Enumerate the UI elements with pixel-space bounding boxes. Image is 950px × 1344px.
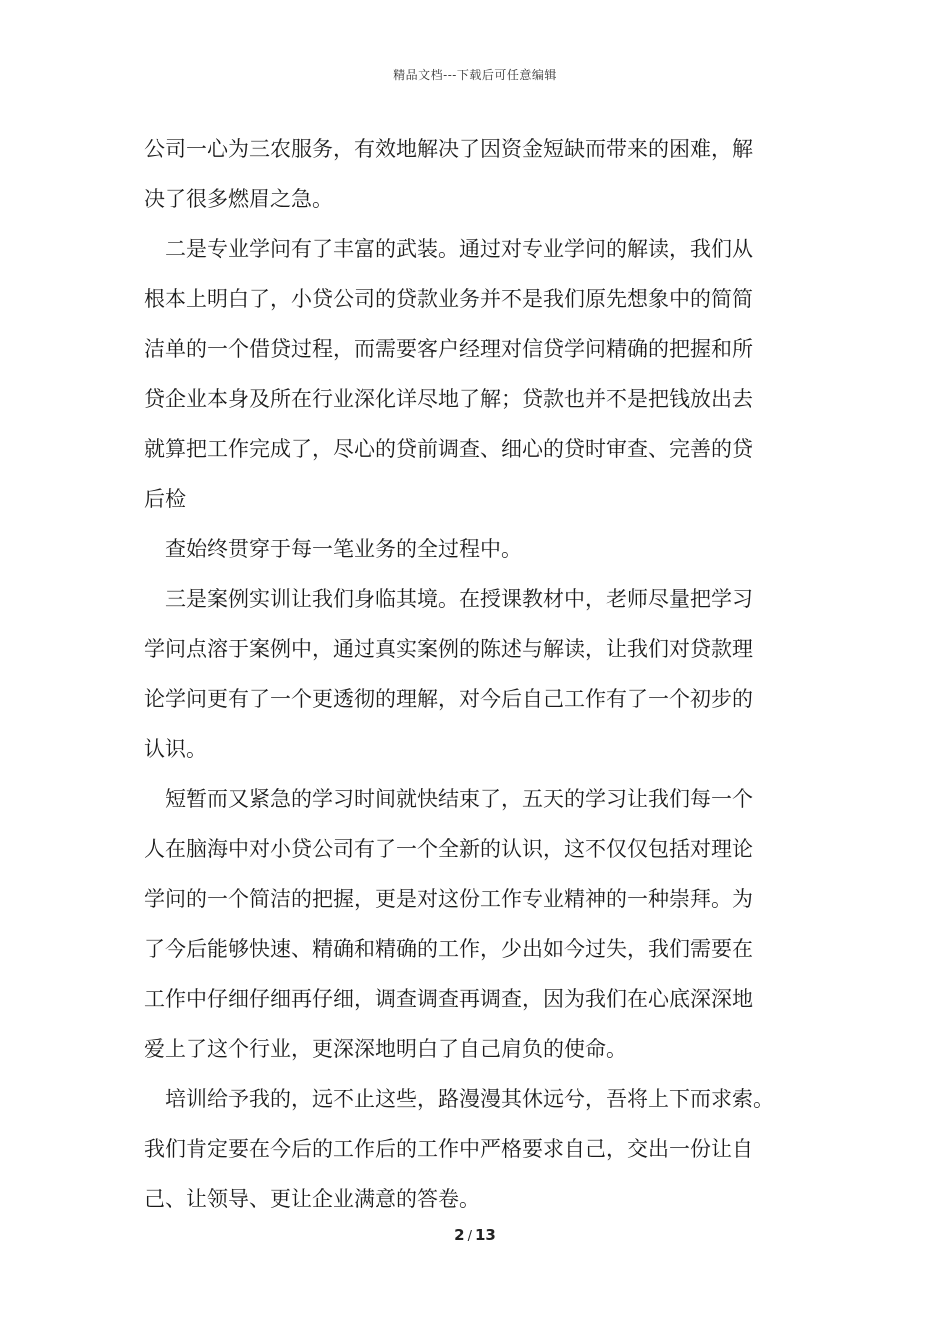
text-line: 我们肯定要在今后的工作后的工作中严格要求自己，交出一份让自	[144, 1137, 753, 1161]
text-line: 短暂而又紧急的学习时间就快结束了，五天的学习让我们每一个	[165, 787, 753, 811]
text-line: 后检	[144, 487, 186, 511]
text-line: 学问点溶于案例中，通过真实案例的陈述与解读，让我们对贷款理	[144, 637, 753, 661]
text-line: 决了很多燃眉之急。	[144, 187, 333, 211]
page-separator: /	[467, 1229, 472, 1244]
text-line: 了今后能够快速、精确和精确的工作，少出如今过失，我们需要在	[144, 937, 753, 961]
text-line: 就算把工作完成了，尽心的贷前调查、细心的贷时审查、完善的贷	[144, 437, 753, 461]
text-line: 贷企业本身及所在行业深化详尽地了解；贷款也并不是把钱放出去	[144, 387, 753, 411]
text-line: 论学问更有了一个更透彻的理解，对今后自己工作有了一个初步的	[144, 687, 753, 711]
text-line: 认识。	[144, 737, 207, 761]
text-line: 查始终贯穿于每一笔业务的全过程中。	[165, 537, 522, 561]
text-line: 学问的一个简洁的把握，更是对这份工作专业精神的一种崇拜。为	[144, 887, 753, 911]
text-line: 己、让领导、更让企业满意的答卷。	[144, 1187, 480, 1211]
text-line: 三是案例实训让我们身临其境。在授课教材中，老师尽量把学习	[165, 587, 753, 611]
page-number	[0, 1226, 950, 1244]
page-header: 精品文档---下载后可任意编辑	[393, 68, 557, 82]
text-line: 人在脑海中对小贷公司有了一个全新的认识，这不仅仅包括对理论	[144, 837, 753, 861]
text-line: 培训给予我的，远不止这些，路漫漫其休远兮，吾将上下而求索。	[165, 1087, 774, 1111]
text-line: 工作中仔细仔细再仔细，调查调查再调查，因为我们在心底深深地	[144, 987, 753, 1011]
page-current: 2	[454, 1226, 465, 1244]
page-total: 13	[474, 1226, 496, 1244]
text-line: 公司一心为三农服务，有效地解决了因资金短缺而带来的困难，解	[144, 137, 753, 161]
text-line: 洁单的一个借贷过程，而需要客户经理对信贷学问精确的把握和所	[144, 337, 753, 361]
text-line: 二是专业学问有了丰富的武装。通过对专业学问的解读，我们从	[165, 237, 753, 261]
text-line: 根本上明白了，小贷公司的贷款业务并不是我们原先想象中的简简	[144, 287, 753, 311]
document-body	[144, 124, 816, 1224]
text-line: 爱上了这个行业，更深深地明白了自己肩负的使命。	[144, 1037, 627, 1061]
